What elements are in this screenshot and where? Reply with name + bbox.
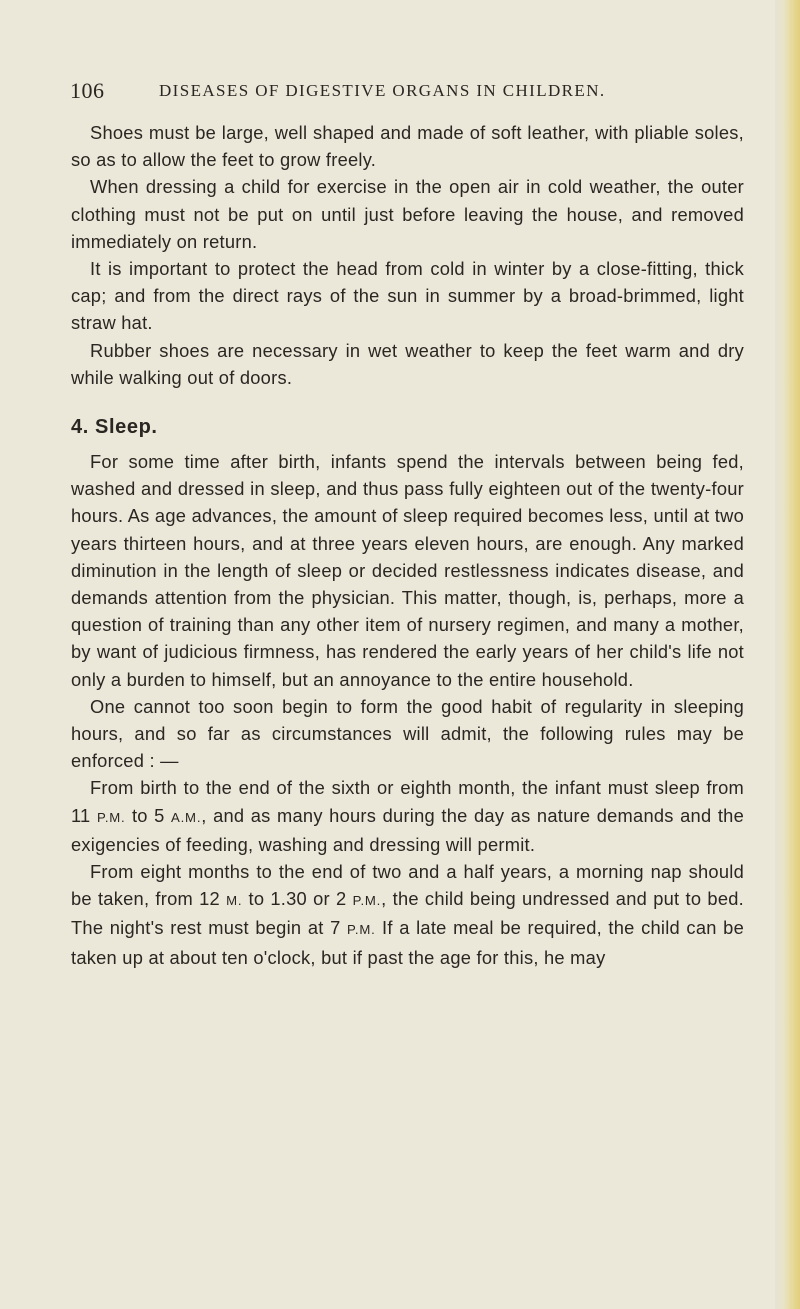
page-header <box>70 78 750 104</box>
paragraph-rule-toddler <box>71 858 744 971</box>
rule-1-text-a: From birth to the end of the sixth or eighth month, the infant must sleep from 11 <box>71 777 744 826</box>
body-text <box>71 119 744 971</box>
rule-1-am: A.M. <box>171 809 202 825</box>
rule-2-text-c: , the child being undressed and put to bed. The night's rest must begin at 7 <box>71 888 744 939</box>
rule-2-pm-2: P.M. <box>346 922 376 938</box>
page-edge <box>775 0 800 1309</box>
rule-2-text-a: From eight months to the end of two and a half years, a morning nap should be taken, from 12 <box>71 861 744 910</box>
page-number: 106 <box>70 78 105 103</box>
paragraph-rule-infant <box>71 774 744 858</box>
section-heading-sleep: 4. Sleep. <box>71 416 158 439</box>
paragraph-regularity: One cannot too soon begin to form the good habit of regularity in sleeping hours, and so far as circumstances will admit, the following rules may be enforced : — <box>71 695 744 772</box>
rule-1-text-b: to 5 <box>125 804 172 826</box>
paragraph-sleep-duration: For some time after birth, infants spend the intervals between being fed, washed and dressed in sleep, and thus pass fully eighteen out of the twenty-four hours. As age advances, the amount of sleep required becomes less, until at two years thirteen hours, and at three years eleven hours, are enough. Any marked diminution in the length of sleep or decided restlessness indicates disease, and demands attention from the physician. This matter, though, is, perhaps, more a question of training than any other item of nursery regimen, and many a mother, by want of judicious firmness, has rendered the early years of her child's life not only a burden to himself, but an annoyance to the entire household. <box>71 451 744 690</box>
rule-2-text-d: If a late meal be required, the child can be taken up at about ten o'clock, but if past the age for this, he may <box>71 917 744 968</box>
paragraph-shoes: Shoes must be large, well shaped and made of soft leather, with pliable soles, so as to allow the feet to grow freely. <box>71 122 744 171</box>
paragraph-rubber-shoes: Rubber shoes are necessary in wet weather to keep the feet warm and dry while walking out of doors. <box>71 339 744 388</box>
rule-2-m: M. <box>226 893 243 909</box>
rule-2-text-b: to 1.30 or 2 <box>242 888 353 910</box>
rule-1-pm: P.M. <box>96 809 126 825</box>
running-title: DISEASES OF DIGESTIVE ORGANS IN CHILDREN. <box>159 81 606 100</box>
rule-1-text-c: , and as many hours during the day as nature demands and the exigencies of feeding, washing and dressing will permit. <box>71 804 744 855</box>
paragraph-head-protection: It is important to protect the head from cold in winter by a close-fitting, thick cap; and from the direct rays of the sun in summer by a broad-brimmed, light straw hat. <box>71 258 744 334</box>
rule-2-pm: P.M. <box>352 893 382 909</box>
paragraph-outer-clothing: When dressing a child for exercise in the open air in cold weather, the outer clothing must not be put on until just before leaving the house, and removed immediately on return. <box>71 176 744 252</box>
